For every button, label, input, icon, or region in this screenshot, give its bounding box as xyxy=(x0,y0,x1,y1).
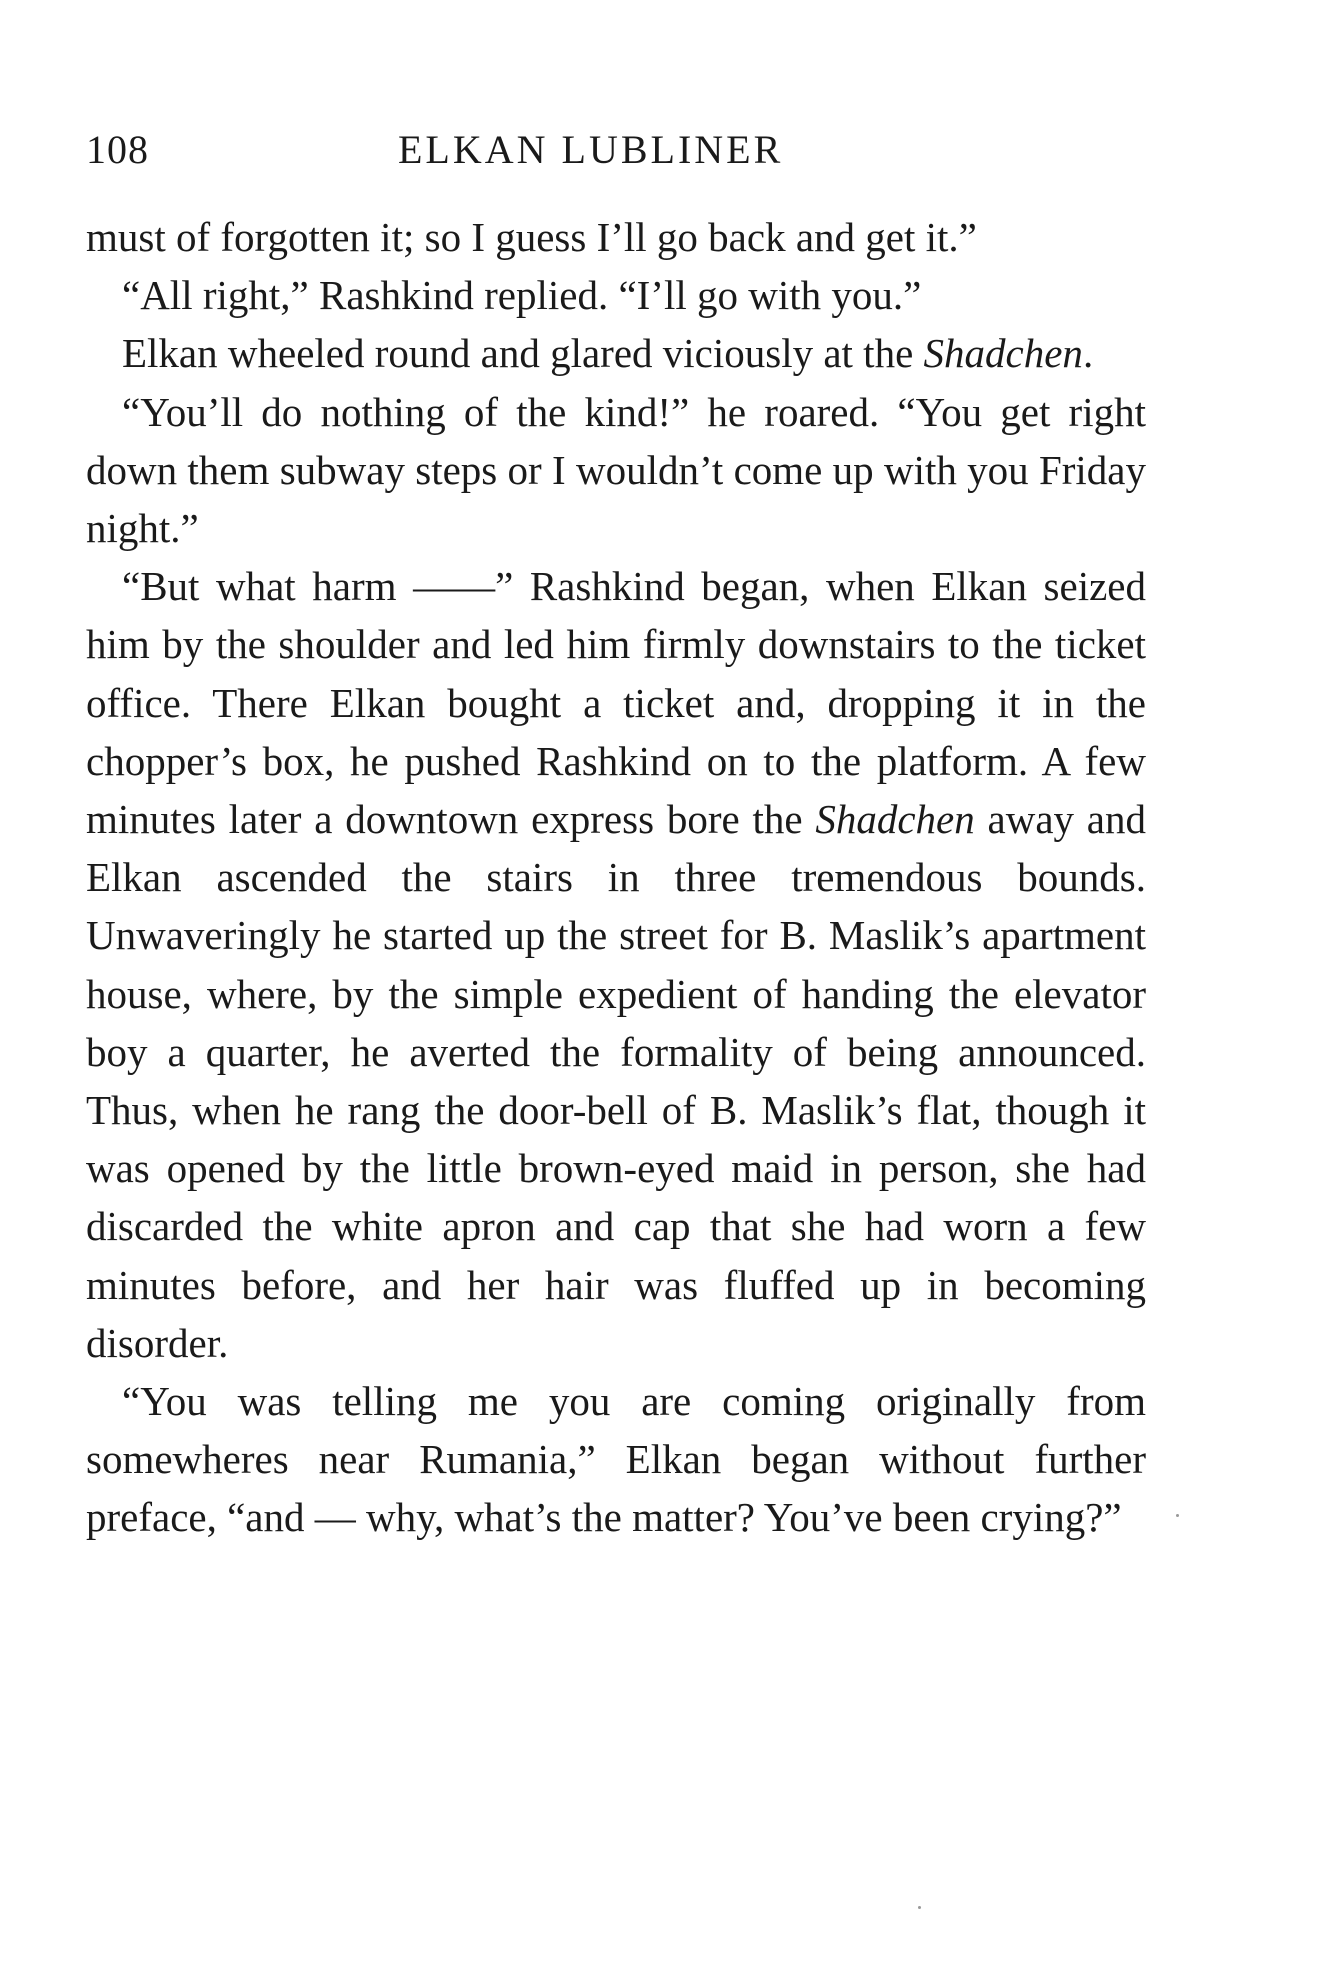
paragraph-3 xyxy=(86,324,1146,382)
paragraph-1 xyxy=(86,208,1146,266)
text-segment: “All right,” Rashkind replied. “I’ll go with you.” xyxy=(122,272,922,319)
body-text xyxy=(86,208,1146,1547)
italic-term: Shadchen xyxy=(923,330,1083,377)
running-title: ELKAN LUBLINER xyxy=(398,127,784,172)
running-head xyxy=(86,126,1146,176)
text-segment: must of forgotten it; so I guess I’ll go back and get it.” xyxy=(86,214,977,260)
paragraph-5 xyxy=(86,557,1146,1372)
text-segment: Elkan wheeled round and glared viciously at the xyxy=(122,330,924,377)
page-number: 108 xyxy=(86,127,149,172)
scan-speck xyxy=(1176,1514,1179,1517)
italic-term: Shadchen xyxy=(815,796,975,843)
text-segment: “You was telling me you are coming originally from somewheres near Rumania,” Elkan began without further preface, “and — why, what’s the matter? You’ve been crying?” xyxy=(86,1378,1146,1541)
scan-speck xyxy=(918,1906,921,1909)
text-segment: “You’ll do nothing of the kind!” he roared. “You get right down them subway steps or I wouldn’t come up with you Friday night.” xyxy=(86,388,1146,552)
text-segment: away and Elkan ascended the stairs in three tremendous bounds. Unwaveringly he started up the street for B. Maslik’s apartment house, where, by the simple expedient of handing the elevator boy a quarter, he averted the formality of being announced. Thus, when he rang the door-bell of B. Maslik’s flat, though it was opened by the little brown-eyed maid in person, she had discarded the white apron and cap that she had worn a few minutes before, and her hair was fluffed up in becoming disorder. xyxy=(86,796,1146,1366)
paragraph-2 xyxy=(86,266,1146,324)
paragraph-6 xyxy=(86,1372,1146,1547)
paragraph-4 xyxy=(86,383,1146,558)
text-segment: “But what harm ——” Rashkind began, when Elkan seized him by the shoulder and led him firmly downstairs to the ticket office. There Elkan bought a ticket and, dropping it in the chopper’s box, he pushed Rashkind on to the platform. A few minutes later a downtown express bore the xyxy=(86,563,1146,843)
text-segment: . xyxy=(1082,330,1094,377)
